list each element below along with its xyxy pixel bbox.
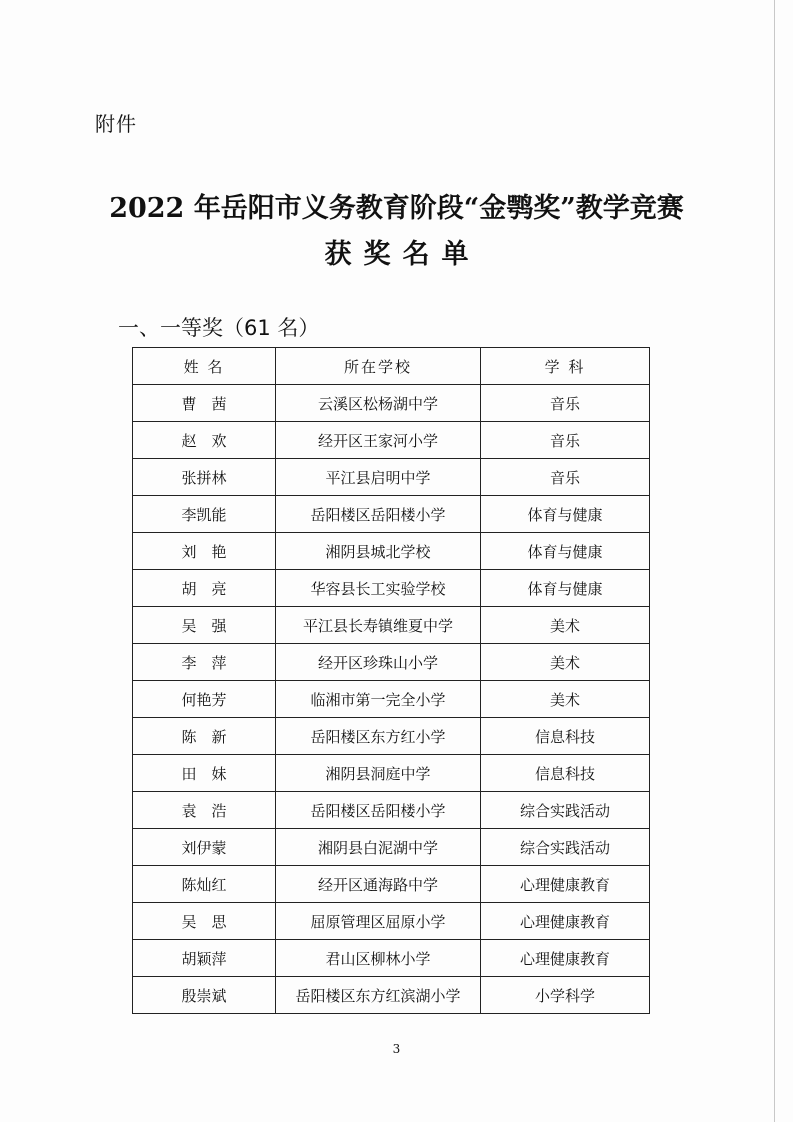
table-row [133,644,650,681]
cell-name: 吴 强 [133,607,276,644]
cell-subject: 心理健康教育 [481,940,650,977]
header-subject: 学 科 [481,348,650,385]
table-row [133,607,650,644]
attachment-label: 附件 [95,112,137,136]
cell-school: 湘阴县城北学校 [276,533,481,570]
cell-name: 吴 思 [133,903,276,940]
table-row [133,422,650,459]
table-row [133,570,650,607]
scan-edge-line [774,0,775,1122]
header-school: 所在学校 [276,348,481,385]
cell-subject: 体育与健康 [481,533,650,570]
cell-school: 岳阳楼区岳阳楼小学 [276,496,481,533]
cell-subject: 美术 [481,607,650,644]
table-row [133,533,650,570]
cell-name: 李 萍 [133,644,276,681]
table-header-row [133,348,650,385]
cell-name: 陈 新 [133,718,276,755]
cell-name: 陈灿红 [133,866,276,903]
cell-name: 李凯能 [133,496,276,533]
cell-subject: 体育与健康 [481,570,650,607]
header-name: 姓 名 [133,348,276,385]
cell-school: 华容县长工实验学校 [276,570,481,607]
cell-subject: 音乐 [481,422,650,459]
table-row [133,903,650,940]
cell-name: 胡 亮 [133,570,276,607]
cell-name: 田 妹 [133,755,276,792]
cell-name: 曹 茜 [133,385,276,422]
table-row [133,755,650,792]
cell-school: 屈原管理区屈原小学 [276,903,481,940]
cell-school: 云溪区松杨湖中学 [276,385,481,422]
cell-subject: 信息科技 [481,755,650,792]
table-row [133,977,650,1014]
page-number: 3 [392,1042,401,1056]
cell-name: 胡颖萍 [133,940,276,977]
award-table [132,347,650,1014]
table-row [133,385,650,422]
document-title-line-2: 获奖名单 [324,239,481,270]
cell-school: 岳阳楼区东方红滨湖小学 [276,977,481,1014]
cell-subject: 音乐 [481,459,650,496]
cell-subject: 心理健康教育 [481,903,650,940]
cell-subject: 美术 [481,681,650,718]
cell-school: 经开区珍珠山小学 [276,644,481,681]
document-title-line-1: 2022 年岳阳市义务教育阶段“金鹗奖”教学竞赛 [109,193,684,224]
cell-subject: 美术 [481,644,650,681]
cell-school: 湘阴县白泥湖中学 [276,829,481,866]
cell-name: 张拼林 [133,459,276,496]
section-heading-first-prize: 一、一等奖（61 名） [118,316,320,340]
cell-subject: 音乐 [481,385,650,422]
cell-name: 赵 欢 [133,422,276,459]
cell-school: 经开区王家河小学 [276,422,481,459]
cell-school: 湘阴县洞庭中学 [276,755,481,792]
cell-subject: 综合实践活动 [481,829,650,866]
cell-name: 何艳芳 [133,681,276,718]
table-row [133,792,650,829]
cell-name: 刘 艳 [133,533,276,570]
cell-subject: 心理健康教育 [481,866,650,903]
table-row [133,829,650,866]
cell-name: 刘伊蒙 [133,829,276,866]
cell-school: 经开区通海路中学 [276,866,481,903]
table-row [133,718,650,755]
cell-school: 岳阳楼区岳阳楼小学 [276,792,481,829]
cell-school: 临湘市第一完全小学 [276,681,481,718]
cell-school: 平江县启明中学 [276,459,481,496]
table-row [133,496,650,533]
table-row [133,866,650,903]
table-row [133,940,650,977]
cell-subject: 信息科技 [481,718,650,755]
cell-name: 殷崇斌 [133,977,276,1014]
cell-subject: 综合实践活动 [481,792,650,829]
table-row [133,681,650,718]
table-row [133,459,650,496]
cell-name: 袁 浩 [133,792,276,829]
cell-school: 平江县长寿镇维夏中学 [276,607,481,644]
cell-subject: 体育与健康 [481,496,650,533]
cell-subject: 小学科学 [481,977,650,1014]
cell-school: 君山区柳林小学 [276,940,481,977]
cell-school: 岳阳楼区东方红小学 [276,718,481,755]
